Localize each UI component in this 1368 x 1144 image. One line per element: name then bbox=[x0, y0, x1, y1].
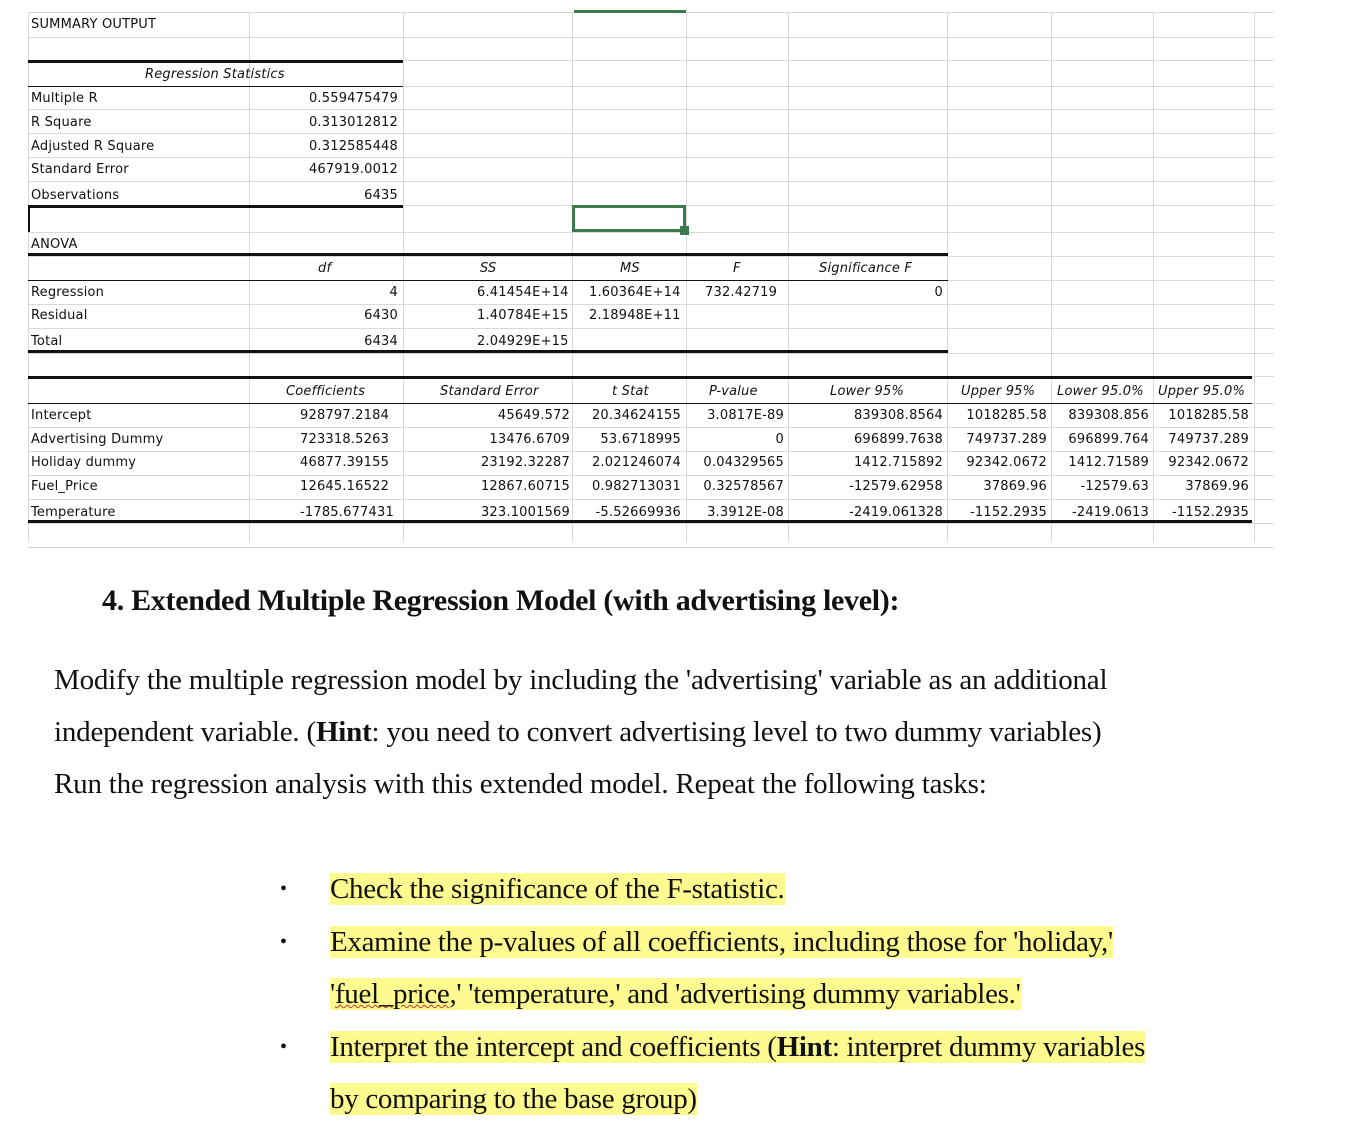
coef-cell-coef: 12645.16522 bbox=[300, 479, 390, 494]
anova-header-ss: SS bbox=[480, 261, 497, 276]
coef-cell-t: 20.34624155 bbox=[591, 408, 681, 423]
coef-cell-se: 323.1001569 bbox=[480, 505, 570, 520]
bullet-marker: • bbox=[280, 878, 287, 900]
regstats-value: 6435 bbox=[364, 188, 398, 203]
coef-cell-se: 12867.60715 bbox=[480, 479, 570, 494]
anova-label: Residual bbox=[31, 308, 88, 323]
gridline-row bbox=[28, 523, 1274, 524]
selected-cell[interactable] bbox=[572, 205, 686, 232]
gridline-row bbox=[28, 451, 1274, 452]
coef-header: Lower 95.0% bbox=[1057, 384, 1144, 399]
gridline-col bbox=[403, 12, 404, 542]
para-line bbox=[54, 706, 1314, 758]
gridline-col bbox=[686, 12, 687, 542]
coef-row-label: Temperature bbox=[31, 505, 116, 520]
gridline-row bbox=[28, 328, 1274, 329]
regstats-value: 0.559475479 bbox=[308, 91, 398, 106]
gridline-col bbox=[788, 12, 789, 542]
coef-cell-p: 0.32578567 bbox=[703, 479, 784, 494]
anova-title: ANOVA bbox=[31, 237, 78, 252]
bullet-marker: • bbox=[280, 930, 287, 953]
coef-header: Lower 95% bbox=[830, 384, 904, 399]
gridline-row bbox=[28, 304, 1274, 305]
fill-handle[interactable] bbox=[680, 226, 689, 235]
coef-cell-l950: -12579.63 bbox=[1080, 479, 1149, 494]
anova-ms: 1.60364E+14 bbox=[589, 285, 681, 300]
regstats-value: 0.312585448 bbox=[308, 139, 398, 154]
anova-header-ms: MS bbox=[620, 261, 640, 276]
anova-bottom-border bbox=[28, 350, 948, 353]
task-text: Interpret the intercept and coefficients ( bbox=[330, 1030, 777, 1063]
coef-header: Standard Error bbox=[440, 384, 539, 399]
anova-ss: 6.41454E+14 bbox=[477, 285, 569, 300]
coef-header-border bbox=[28, 403, 1252, 404]
regstats-value: 467919.0012 bbox=[308, 162, 398, 177]
coef-cell-u95: 1018285.58 bbox=[966, 408, 1047, 423]
gridline-row bbox=[28, 499, 1274, 500]
anova-df: 4 bbox=[389, 285, 398, 300]
coef-cell-u950: 92342.0672 bbox=[1168, 455, 1249, 470]
coef-cell-t: -5.52669936 bbox=[595, 505, 681, 520]
list-item bbox=[280, 863, 1280, 916]
coef-cell-l950: -2419.0613 bbox=[1072, 505, 1149, 520]
coef-cell-p: 3.3912E-08 bbox=[707, 505, 784, 520]
gridline-row bbox=[28, 232, 1274, 233]
coef-row-label: Fuel_Price bbox=[31, 479, 98, 494]
task-text: ,' 'temperature,' and 'advertising dummy variables.' bbox=[449, 978, 1021, 1010]
coef-cell-coef: 928797.2184 bbox=[300, 408, 390, 423]
coef-cell-u950: 37869.96 bbox=[1185, 479, 1249, 494]
coef-cell-l95: -12579.62958 bbox=[849, 479, 943, 494]
coef-cell-l950: 696899.764 bbox=[1068, 432, 1149, 447]
anova-top-border bbox=[28, 253, 948, 256]
coef-cell-p: 0.04329565 bbox=[703, 455, 784, 470]
spreadsheet[interactable] bbox=[0, 0, 1368, 548]
regstats-top-border bbox=[28, 60, 403, 63]
coef-cell-u95: 37869.96 bbox=[983, 479, 1047, 494]
coef-cell-u950: 1018285.58 bbox=[1168, 408, 1249, 423]
task-text: Examine the p-values of all coefficients, including those for 'holiday,' bbox=[330, 925, 1113, 958]
anova-header-f: F bbox=[733, 261, 741, 276]
gridline-col bbox=[1153, 12, 1154, 542]
coef-header: Coefficients bbox=[286, 384, 366, 399]
regstats-header: Regression Statistics bbox=[145, 67, 285, 82]
coef-cell-se: 23192.32287 bbox=[480, 455, 570, 470]
regstats-label: Multiple R bbox=[31, 91, 98, 106]
gridline-col bbox=[28, 12, 29, 542]
spellcheck-word[interactable]: fuel_price bbox=[334, 978, 450, 1010]
para-text: : you need to convert advertising level to two dummy variables) bbox=[371, 716, 1102, 748]
assignment-text bbox=[0, 548, 1368, 1144]
coef-cell-u95: 92342.0672 bbox=[966, 455, 1047, 470]
coef-cell-coef: 723318.5263 bbox=[300, 432, 390, 447]
coef-row-label: Holiday dummy bbox=[31, 455, 137, 470]
para-text: independent variable. ( bbox=[54, 716, 316, 748]
anova-df: 6430 bbox=[364, 308, 398, 323]
coef-cell-l95: 696899.7638 bbox=[853, 432, 943, 447]
coef-cell-l95: -2419.061328 bbox=[849, 505, 943, 520]
regstats-label: Observations bbox=[31, 188, 120, 203]
coef-cell-l950: 1412.71589 bbox=[1068, 455, 1149, 470]
regstats-value: 0.313012812 bbox=[308, 115, 398, 130]
coef-top-border bbox=[28, 376, 1252, 379]
coef-cell-p: 3.0817E-89 bbox=[707, 408, 784, 423]
gridline-row bbox=[28, 157, 1274, 158]
anova-sigf: 0 bbox=[934, 285, 943, 300]
list-item bbox=[280, 916, 1280, 1021]
regstats-label: Adjusted R Square bbox=[31, 139, 155, 154]
task-text: Check the significance of the F-statistic. bbox=[330, 873, 785, 905]
para-line: Run the regression analysis with this extended model. Repeat the following tasks: bbox=[54, 768, 987, 800]
hint-label: Hint bbox=[776, 1030, 832, 1063]
coef-cell-t: 53.6718995 bbox=[600, 432, 681, 447]
column-selection-indicator bbox=[574, 10, 686, 13]
anova-df: 6434 bbox=[364, 334, 398, 349]
gridline-row bbox=[28, 133, 1274, 134]
anova-ss: 2.04929E+15 bbox=[477, 334, 569, 349]
coef-cell-l950: 839308.856 bbox=[1068, 408, 1149, 423]
section-heading: 4. Extended Multiple Regression Model (with advertising level): bbox=[102, 584, 900, 617]
gridline-col bbox=[572, 12, 573, 542]
coef-cell-u95: -1152.2935 bbox=[970, 505, 1047, 520]
coef-row-label: Advertising Dummy bbox=[31, 432, 164, 447]
anova-header-border bbox=[28, 280, 948, 281]
gridline-row bbox=[28, 475, 1274, 476]
coef-cell-se: 13476.6709 bbox=[489, 432, 570, 447]
regstats-bottom-border bbox=[28, 205, 403, 208]
anova-ss: 1.40784E+15 bbox=[477, 308, 569, 323]
anova-label: Regression bbox=[31, 285, 105, 300]
hint-label: Hint bbox=[315, 716, 372, 748]
gridline-col bbox=[1051, 12, 1052, 542]
gridline-row bbox=[28, 109, 1274, 110]
regstats-label: R Square bbox=[31, 115, 92, 130]
coef-cell-t: 2.021246074 bbox=[591, 455, 681, 470]
coef-cell-l95: 839308.8564 bbox=[853, 408, 943, 423]
coef-cell-p: 0 bbox=[775, 432, 784, 447]
coef-cell-l95: 1412.715892 bbox=[853, 455, 943, 470]
coef-cell-coef: -1785.677431 bbox=[300, 505, 394, 520]
instructions-paragraph bbox=[54, 654, 1314, 810]
gridline-row bbox=[28, 427, 1274, 428]
anova-label: Total bbox=[31, 334, 63, 349]
gridline-col bbox=[249, 12, 250, 542]
coef-row-label: Intercept bbox=[31, 408, 92, 423]
coef-header: Upper 95.0% bbox=[1158, 384, 1245, 399]
coef-cell-coef: 46877.39155 bbox=[300, 455, 390, 470]
coef-header: Upper 95% bbox=[961, 384, 1036, 399]
gridline-row bbox=[28, 256, 1274, 257]
task-text: by comparing to the base group) bbox=[330, 1083, 697, 1115]
anova-ms: 2.18948E+11 bbox=[589, 308, 681, 323]
coef-cell-t: 0.982713031 bbox=[591, 479, 681, 494]
coef-cell-u950: 749737.289 bbox=[1168, 432, 1249, 447]
regstats-header-border bbox=[28, 86, 403, 87]
anova-f: 732.42719 bbox=[705, 285, 778, 300]
cell-left-marker bbox=[28, 206, 30, 232]
regstats-label: Standard Error bbox=[31, 162, 129, 177]
coef-header: P-value bbox=[709, 384, 758, 399]
task-text: ' bbox=[330, 978, 335, 1010]
gridline-row bbox=[28, 181, 1274, 182]
list-item bbox=[280, 1021, 1280, 1126]
summary-title: SUMMARY OUTPUT bbox=[31, 17, 157, 32]
gridline-col bbox=[1254, 12, 1255, 542]
coef-cell-u950: -1152.2935 bbox=[1172, 505, 1249, 520]
anova-header-df: df bbox=[318, 261, 332, 276]
gridline-row bbox=[28, 353, 1274, 354]
gridline-col bbox=[947, 12, 948, 542]
coef-cell-u95: 749737.289 bbox=[966, 432, 1047, 447]
bullet-marker: • bbox=[280, 1035, 287, 1058]
anova-header-sigf: Significance F bbox=[819, 261, 913, 276]
gridline-row bbox=[28, 37, 1274, 38]
task-text: : interpret dummy variables bbox=[831, 1030, 1146, 1063]
para-line: Modify the multiple regression model by including the 'advertising' variable as an additional bbox=[54, 664, 1108, 696]
coef-header: t Stat bbox=[612, 384, 649, 399]
task-list bbox=[280, 863, 1280, 1126]
coef-cell-se: 45649.572 bbox=[497, 408, 570, 423]
